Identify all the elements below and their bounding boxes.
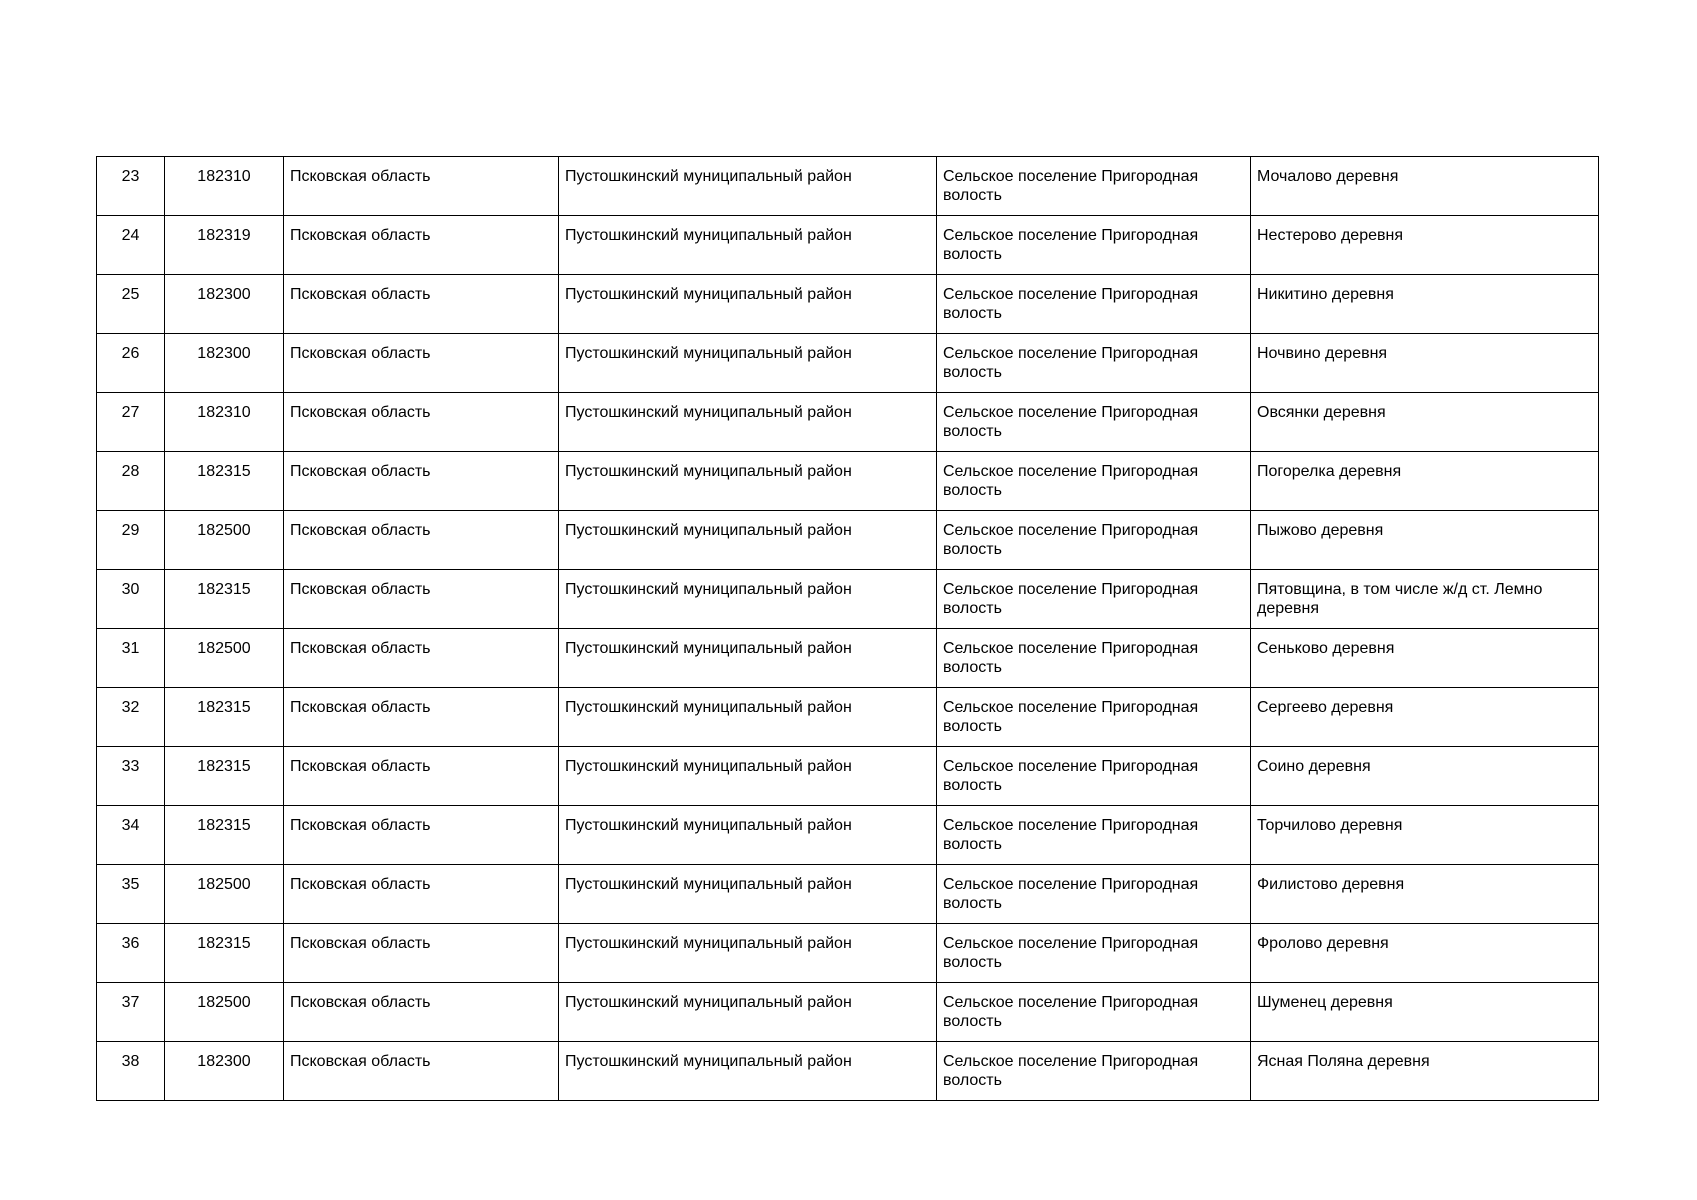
postal-index: 182315 <box>165 452 284 511</box>
row-number: 26 <box>97 334 165 393</box>
district-cell: Пустошкинский муниципальный район <box>559 452 937 511</box>
region-cell: Псковская область <box>284 806 559 865</box>
table-row <box>97 629 1599 688</box>
district-cell: Пустошкинский муниципальный район <box>559 806 937 865</box>
district-cell: Пустошкинский муниципальный район <box>559 511 937 570</box>
locality-cell: Фролово деревня <box>1251 924 1599 983</box>
locality-cell: Ночвино деревня <box>1251 334 1599 393</box>
district-cell: Пустошкинский муниципальный район <box>559 747 937 806</box>
table-body <box>97 157 1599 1101</box>
locality-cell: Пятовщина, в том числе ж/д ст. Лемно деревня <box>1251 570 1599 629</box>
district-cell: Пустошкинский муниципальный район <box>559 334 937 393</box>
district-cell: Пустошкинский муниципальный район <box>559 924 937 983</box>
table-row <box>97 983 1599 1042</box>
settlement-cell: Сельское поселение Пригородная волость <box>937 452 1251 511</box>
locality-cell: Погорелка деревня <box>1251 452 1599 511</box>
region-cell: Псковская область <box>284 924 559 983</box>
locality-cell: Ясная Поляна деревня <box>1251 1042 1599 1101</box>
row-number: 33 <box>97 747 165 806</box>
region-cell: Псковская область <box>284 216 559 275</box>
table-row <box>97 570 1599 629</box>
settlement-cell: Сельское поселение Пригородная волость <box>937 688 1251 747</box>
row-number: 29 <box>97 511 165 570</box>
row-number: 32 <box>97 688 165 747</box>
row-number: 25 <box>97 275 165 334</box>
region-cell: Псковская область <box>284 452 559 511</box>
region-cell: Псковская область <box>284 747 559 806</box>
table-row <box>97 806 1599 865</box>
district-cell: Пустошкинский муниципальный район <box>559 983 937 1042</box>
settlement-cell: Сельское поселение Пригородная волость <box>937 629 1251 688</box>
region-cell: Псковская область <box>284 393 559 452</box>
row-number: 36 <box>97 924 165 983</box>
table-row <box>97 688 1599 747</box>
row-number: 37 <box>97 983 165 1042</box>
settlement-cell: Сельское поселение Пригородная волость <box>937 275 1251 334</box>
row-number: 24 <box>97 216 165 275</box>
region-cell: Псковская область <box>284 511 559 570</box>
row-number: 28 <box>97 452 165 511</box>
settlement-cell: Сельское поселение Пригородная волость <box>937 393 1251 452</box>
settlement-cell: Сельское поселение Пригородная волость <box>937 924 1251 983</box>
region-cell: Псковская область <box>284 275 559 334</box>
postal-index: 182300 <box>165 275 284 334</box>
locality-cell: Сергеево деревня <box>1251 688 1599 747</box>
postal-index: 182500 <box>165 511 284 570</box>
postal-index: 182315 <box>165 747 284 806</box>
locality-cell: Пыжово деревня <box>1251 511 1599 570</box>
postal-index: 182315 <box>165 806 284 865</box>
locality-cell: Шуменец деревня <box>1251 983 1599 1042</box>
district-cell: Пустошкинский муниципальный район <box>559 688 937 747</box>
table-row <box>97 157 1599 216</box>
postal-index: 182310 <box>165 157 284 216</box>
region-cell: Псковская область <box>284 688 559 747</box>
region-cell: Псковская область <box>284 865 559 924</box>
postal-index: 182315 <box>165 570 284 629</box>
region-cell: Псковская область <box>284 1042 559 1101</box>
row-number: 34 <box>97 806 165 865</box>
postal-index: 182500 <box>165 983 284 1042</box>
locality-cell: Торчилово деревня <box>1251 806 1599 865</box>
district-cell: Пустошкинский муниципальный район <box>559 157 937 216</box>
row-number: 31 <box>97 629 165 688</box>
settlement-cell: Сельское поселение Пригородная волость <box>937 865 1251 924</box>
table-row <box>97 1042 1599 1101</box>
settlement-cell: Сельское поселение Пригородная волость <box>937 983 1251 1042</box>
region-cell: Псковская область <box>284 334 559 393</box>
settlement-cell: Сельское поселение Пригородная волость <box>937 747 1251 806</box>
postal-index: 182310 <box>165 393 284 452</box>
postal-index: 182300 <box>165 1042 284 1101</box>
region-cell: Псковская область <box>284 983 559 1042</box>
row-number: 35 <box>97 865 165 924</box>
settlement-cell: Сельское поселение Пригородная волость <box>937 157 1251 216</box>
district-cell: Пустошкинский муниципальный район <box>559 216 937 275</box>
district-cell: Пустошкинский муниципальный район <box>559 1042 937 1101</box>
settlement-cell: Сельское поселение Пригородная волость <box>937 1042 1251 1101</box>
district-cell: Пустошкинский муниципальный район <box>559 570 937 629</box>
district-cell: Пустошкинский муниципальный район <box>559 275 937 334</box>
locality-cell: Мочалово деревня <box>1251 157 1599 216</box>
row-number: 23 <box>97 157 165 216</box>
row-number: 27 <box>97 393 165 452</box>
settlement-cell: Сельское поселение Пригородная волость <box>937 511 1251 570</box>
district-cell: Пустошкинский муниципальный район <box>559 865 937 924</box>
locality-cell: Сеньково деревня <box>1251 629 1599 688</box>
table-row <box>97 865 1599 924</box>
locality-cell: Нестерово деревня <box>1251 216 1599 275</box>
postal-index: 182315 <box>165 688 284 747</box>
postal-index: 182500 <box>165 865 284 924</box>
row-number: 30 <box>97 570 165 629</box>
region-cell: Псковская область <box>284 629 559 688</box>
table-row <box>97 747 1599 806</box>
table-row <box>97 393 1599 452</box>
postal-index: 182315 <box>165 924 284 983</box>
settlement-cell: Сельское поселение Пригородная волость <box>937 334 1251 393</box>
postal-index: 182500 <box>165 629 284 688</box>
postal-index: 182300 <box>165 334 284 393</box>
settlement-cell: Сельское поселение Пригородная волость <box>937 216 1251 275</box>
district-cell: Пустошкинский муниципальный район <box>559 629 937 688</box>
region-cell: Псковская область <box>284 157 559 216</box>
locality-table <box>96 156 1599 1101</box>
table-row <box>97 452 1599 511</box>
table-row <box>97 924 1599 983</box>
locality-cell: Никитино деревня <box>1251 275 1599 334</box>
locality-cell: Филистово деревня <box>1251 865 1599 924</box>
locality-cell: Овсянки деревня <box>1251 393 1599 452</box>
table-row <box>97 334 1599 393</box>
district-cell: Пустошкинский муниципальный район <box>559 393 937 452</box>
table-row <box>97 275 1599 334</box>
postal-index: 182319 <box>165 216 284 275</box>
table-row <box>97 511 1599 570</box>
table-row <box>97 216 1599 275</box>
settlement-cell: Сельское поселение Пригородная волость <box>937 570 1251 629</box>
locality-cell: Соино деревня <box>1251 747 1599 806</box>
row-number: 38 <box>97 1042 165 1101</box>
settlement-cell: Сельское поселение Пригородная волость <box>937 806 1251 865</box>
region-cell: Псковская область <box>284 570 559 629</box>
